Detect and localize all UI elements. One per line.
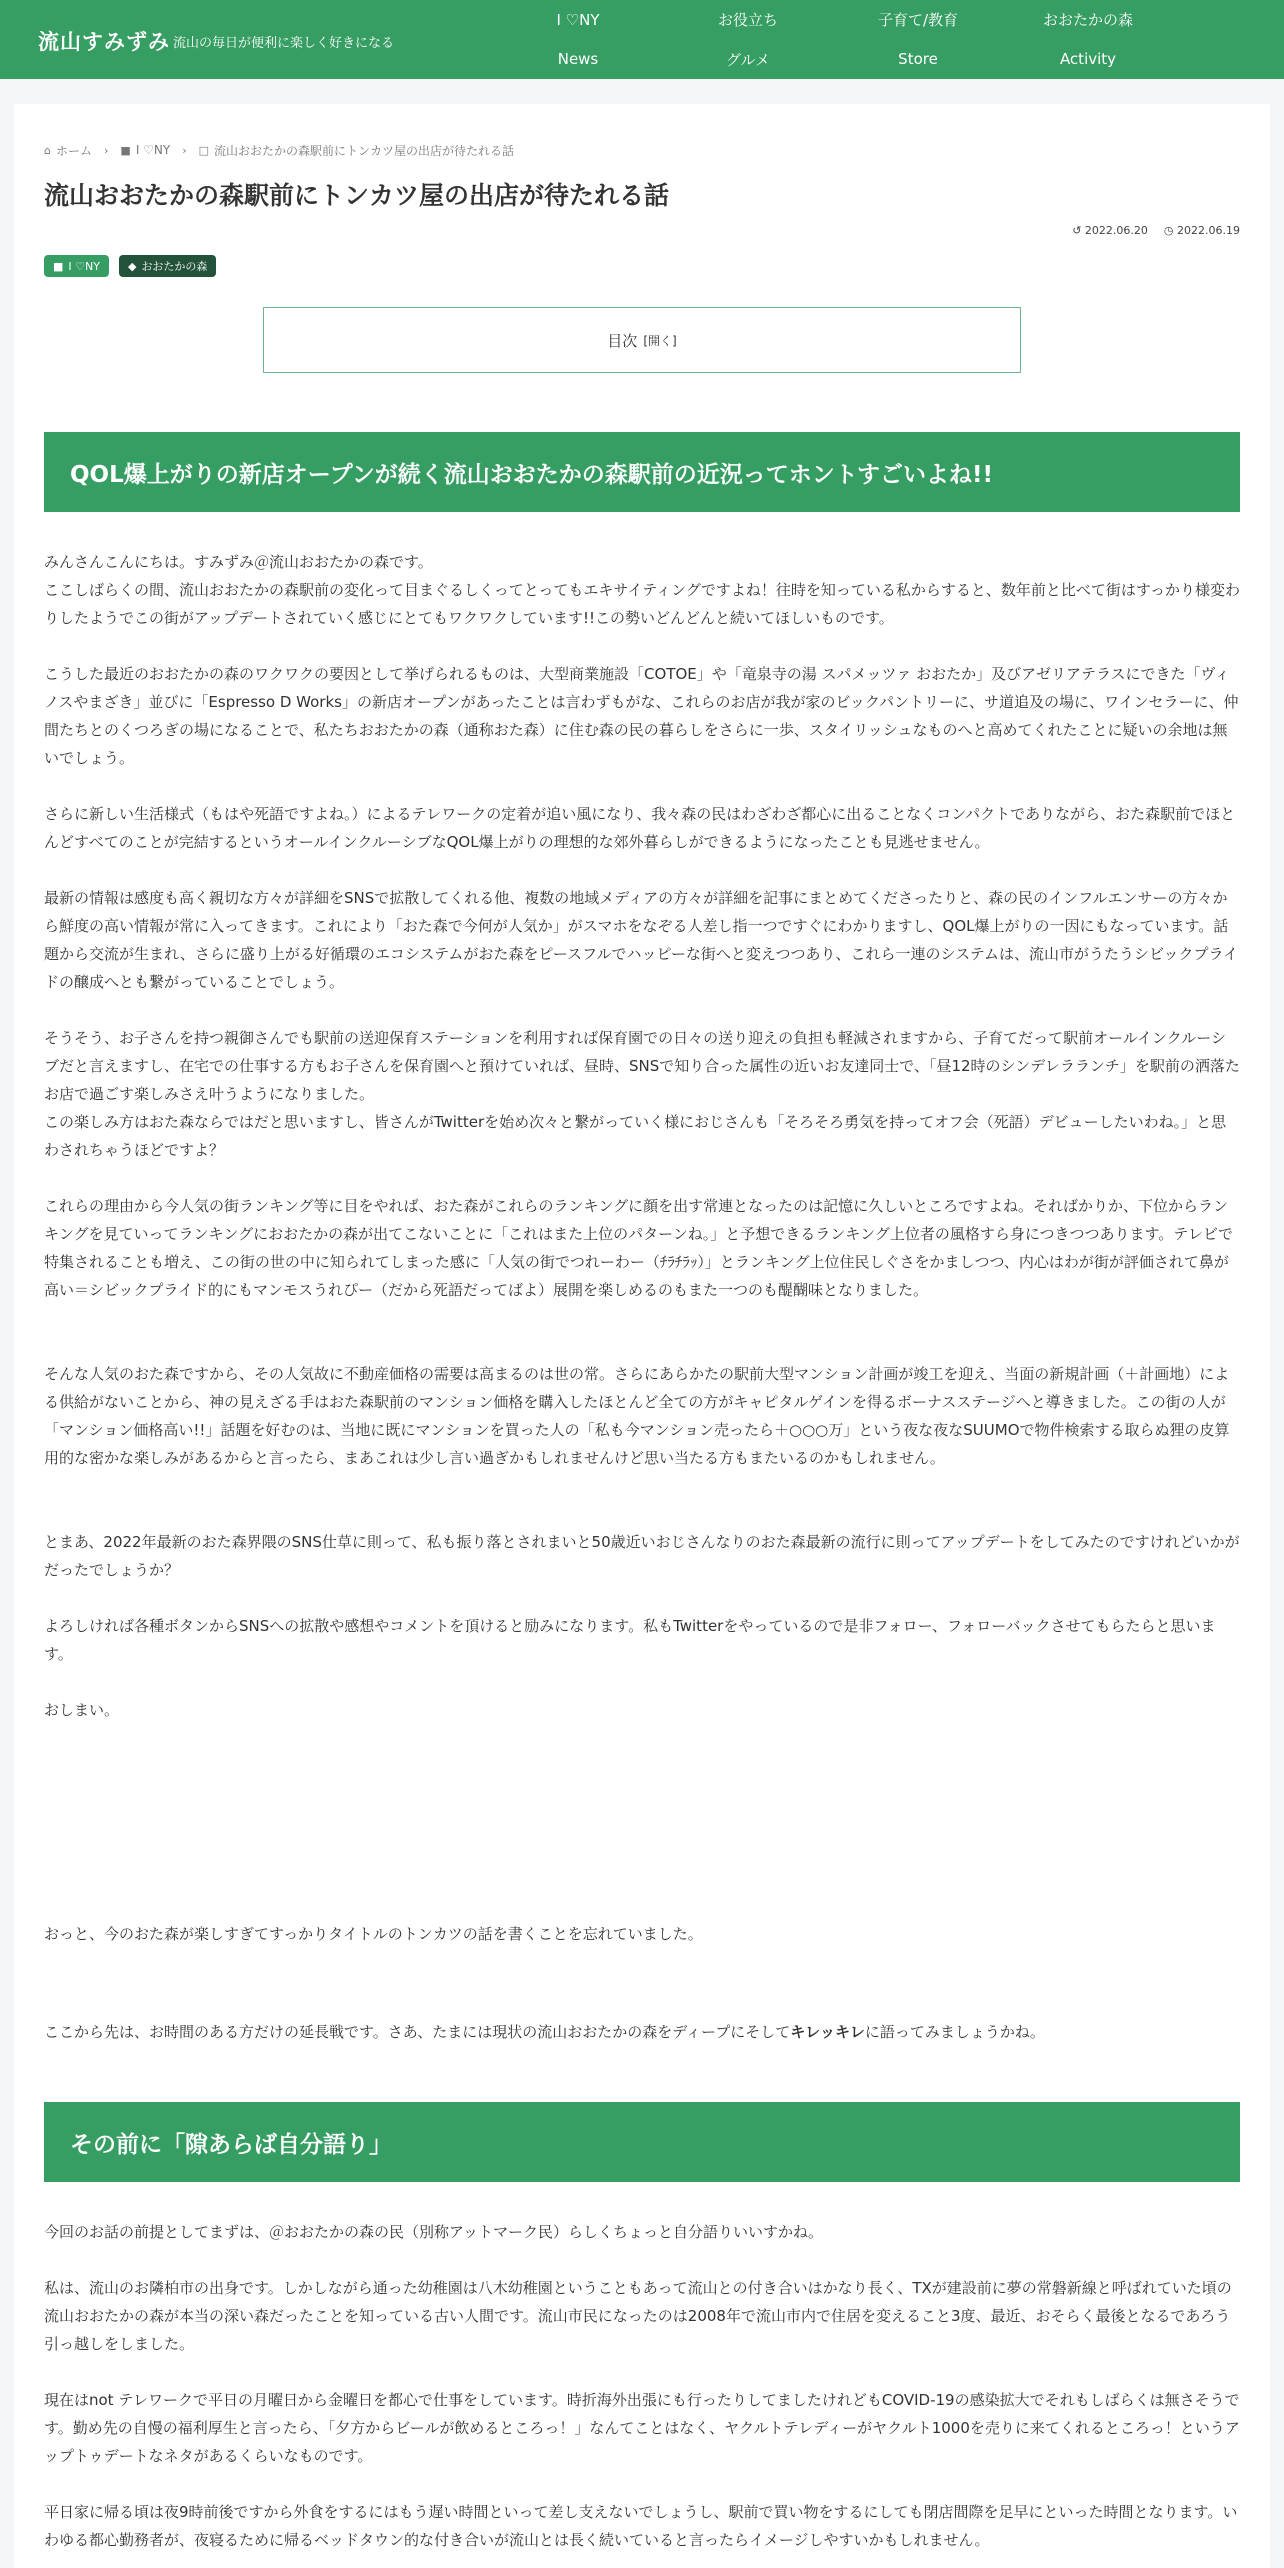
nav-item-activity[interactable]: Activity xyxy=(1059,50,1117,68)
nav-item-iloveny[interactable]: I ♡NY xyxy=(556,10,600,29)
nav-item-store[interactable]: Store xyxy=(898,50,938,68)
category-tags xyxy=(44,255,216,277)
emphasis-text: キレッキレ xyxy=(790,2023,865,2041)
site-header xyxy=(0,0,1284,79)
paragraph: ここから先は、お時間のある方だけの延長戦です。さあ、たまには現状の流山おおたかの森をディープにそしてキレッキレに語ってみましょうかね。 xyxy=(44,2023,1045,2041)
page-title: 流山おおたかの森駅前にトンカツ屋の出店が待たれる話 xyxy=(44,181,670,210)
nav-item-gourmet[interactable]: グルメ xyxy=(725,50,771,69)
main-card xyxy=(14,104,1270,2568)
nav-item-parenting[interactable]: 子育て/教育 xyxy=(877,11,959,29)
file-icon: □ xyxy=(198,143,210,157)
nav-item-useful[interactable]: お役立ち xyxy=(717,11,778,29)
breadcrumb-current: 流山おおたかの森駅前にトンカツ屋の出店が待たれる話 xyxy=(214,143,515,158)
paragraph: 平日家に帰る頃は夜9時前後ですから外食をするにはもう遅い時間といって差し支えないでしょうし、駅前で買い物をするにしても閉店間際を足早にといった時間となります。いわゆる都心勤務者が、夜寝るために帰るベッドタウン的な付き合いが流山とは長く続いていると言ったらイメージしやすいかもしれません。 xyxy=(44,2503,1238,2549)
paragraph: これらの理由から今人気の街ランキング等に目をやれば、おた森がこれらのランキングに顔を出す常連となったのは記憶に久しいところですよね。そればかりか、下位からランキングを見ていってランキングにおおたかの森が出てこないことに「これはまた上位のパターンね。」と予想できるランキング上位者の風格すら身につきつつあります。テレビで特集されることも増え、この街の世の中に知られてしまった感に「人気の街でつれーわー（ﾁﾗﾁﾗｯ）」とランキング上位住民しぐさをかましつつ、内心はわが街が評価されて鼻が高い＝シビックプライド的にもマンモスうれぴー（だから死語だってばよ）展開を楽しめるのもまた一つのも醍醐味となりました。 xyxy=(44,1197,1234,1299)
paragraph: そうそう、お子さんを持つ親御さんでも駅前の送迎保育ステーションを利用すれば保育園での日々の送り迎えの負担も軽減されますから、子育てだって駅前オールインクルーシブだと言えますし、在宅での仕事する方もお子さんを保育園へと預けていれば、昼時、SNSで知り合った属性の近いお友達同士で、「昼12時のシンデレラランチ」を駅前の洒落たお店で過ごす楽しみさえ叶うようになりました。 この楽しみ方はおた森ならではだと思いますし、皆さんがTwitterを始め次々と繋がっていく様におじさんも「そろそろ勇気を持ってオフ会（死語）デビューしたいわね。」と思わされちゃうほどですよ？ xyxy=(44,1029,1240,1159)
folder-icon: ■ xyxy=(120,143,131,157)
folder-icon: ■ xyxy=(53,259,64,273)
category-badge-iloveny[interactable]: ■ I ♡NY xyxy=(44,255,109,277)
paragraph: 現在はnot テレワークで平日の月曜日から金曜日を都心で仕事をしています。時折海外出張にも行ったりしてましたけれどもCOVID-19の感染拡大でそれもしばらくは無さそうです。勤め先の自慢の福利厚生と言ったら、「夕方からビールが飲めるところっ！」なんてことはなく、ヤクルトテレディーがヤクルト1000を売りに来てくれるところっ！というアップトゥデートなネタがあるくらいなものです。 xyxy=(44,2391,1240,2465)
section-heading-2: その前に「隙あらば自分語り」 xyxy=(44,2102,1240,2182)
history-icon: ↺ xyxy=(1072,224,1082,237)
toc-toggle[interactable]: [開く] xyxy=(643,333,677,348)
paragraph: さらに新しい生活様式（もはや死語ですよね。）によるテレワークの定着が追い風になり、我々森の民はわざわざ都心に出ることなくコンパクトでありながら、おた森駅前でほとんどすべてのことが完結するというオールインクルーシブなQOL爆上がりの理想的な郊外暮らしができるようになったことも見逃せません。 xyxy=(44,805,1236,851)
breadcrumb-category[interactable]: I ♡NY xyxy=(135,143,171,157)
table-of-contents xyxy=(263,307,1021,373)
paragraph: おっと、今のおた森が楽しすぎてすっかりタイトルのトンカツの話を書くことを忘れていました。 xyxy=(44,1925,703,1943)
nav-item-otakanomori[interactable]: おおたかの森 xyxy=(1042,11,1133,29)
toc-label: 目次 xyxy=(607,331,638,350)
breadcrumb xyxy=(44,140,514,160)
paragraph: とまあ、2022年最新のおた森界隈のSNS仕草に則って、私も振り落とされまいと50歳近いおじさんなりのおた森最新の流行に則ってアップデートをしてみたのですけれどいかがだったでしょうか？ xyxy=(44,1533,1240,1579)
paragraph: こうした最近のおおたかの森のワクワクの要因として挙げられるものは、大型商業施設「COTOE」や「竜泉寺の湯 スパメッツァ おおたか」及びアゼリアテラスにできた「ヴィノスやまざき」並びに「Espresso D Works」の新店オープンがあったことは言わずもがな、これらのお店が我が家のビックパントリーに、サ道追及の場に、ワインセラーに、仲間たちとのくつろぎの場になることで、私たちおおたかの森（通称おた森）に住む森の民の暮らしをさらに一歩、スタイリッシュなものへと高めてくれたことに疑いの余地は無いでしょう。 xyxy=(44,665,1239,767)
tag-badge-otakanomori[interactable]: ◆ おおたかの森 xyxy=(119,255,216,277)
clock-icon: ◷ xyxy=(1163,224,1174,237)
paragraph: よろしければ各種ボタンからSNSへの拡散や感想やコメントを頂けると励みになります。私もTwitterをやっているので是非フォロー、フォローバックさせてもらたらと思います。 xyxy=(44,1617,1216,1663)
global-nav xyxy=(493,0,1173,79)
chevron-right-icon: › xyxy=(104,143,109,157)
post-dates xyxy=(1072,224,1240,237)
paragraph: そんな人気のおた森ですから、その人気故に不動産価格の需要は高まるのは世の常。さらにあらかたの駅前大型マンション計画が竣工を迎え、当面の新規計画（＋計画地）による供給がないことから、神の見えざる手はおた森駅前のマンション価格を購入したほとんど全ての方がキャピタルゲインを得るボーナスステージへと導きました。この街の人が「マンション価格高い!!」話題を好むのは、当地に既にマンションを買った人の「私も今マンション売ったら＋○○○万」という夜な夜なSUUMOで物件検索する取らぬ狸の皮算用的な密かな楽しみがあるからと言ったら、まあこれは少し言い過ぎかもしれませんけど思い当たる方もまたいるのかもしれません。 xyxy=(44,1365,1230,1467)
paragraph: おしまい。 xyxy=(44,1701,120,1719)
paragraph: みんさんこんにちは。すみずみ＠流山おおたかの森です。 ここしばらくの間、流山おおたかの森駅前の変化って目まぐるしくってとってもエキサイティングですよね！往時を知っている私からすると、数年前と比べて街はすっかり様変わりしたようでこの街がアップデートされていく感じにとてもワクワクしています!!この勢いどんどんと続いてほしいものです。 xyxy=(44,553,1240,627)
paragraph: 最新の情報は感度も高く親切な方々が詳細をSNSで拡散してくれる他、複数の地域メディアの方々が詳細を記事にまとめてくださったりと、森の民のインフルエンサーの方々から鮮度の高い情報が常に入ってきます。これにより「おた森で今何が人気か」がスマホをなぞる人差し指一つですぐにわかりますし、QOL爆上がりの一因にもなっています。話題から交流が生まれ、さらに盛り上がる好循環のエコシステムがおた森をピースフルでハッピーな街へと変えつつあり、これら一連のシステムは、流山市がうたうシビックプライドの醸成へとも繋がっていることでしょう。 xyxy=(44,889,1239,991)
paragraph: 私は、流山のお隣柏市の出身です。しかしながら通った幼稚園は八木幼稚園ということもあって流山との付き合いはかなり長く、TXが建設前に夢の常磐新線と呼ばれていた頃の流山おおたかの森が本当の深い森だったことを知っている古い人間です。流山市民になったのは2008年で流山市内で住居を変えること3度、最近、おそらく最後となるであろう引っ越しをしました。 xyxy=(44,2279,1232,2353)
breadcrumb-home[interactable]: ホーム xyxy=(55,143,92,158)
home-icon: ⌂ xyxy=(44,143,51,157)
updated-date: ↺ 2022.06.20 xyxy=(1072,224,1148,237)
nav-item-news[interactable]: News xyxy=(557,50,599,68)
tag-icon: ◆ xyxy=(127,259,137,273)
section-heading-1: QOL爆上がりの新店オープンが続く流山おおたかの森駅前の近況ってホントすごいよね!! xyxy=(44,432,1240,512)
published-date: ◷ 2022.06.19 xyxy=(1163,224,1240,237)
site-tagline: 流山の毎日が便利に楽しく好きになる xyxy=(173,36,395,51)
paragraph: 今回のお話の前提としてまずは、＠おおたかの森の民（別称アットマーク民）らしくちょっと自分語りいいすかね。 xyxy=(44,2223,823,2241)
site-title[interactable]: 流山すみずみ xyxy=(38,30,170,54)
chevron-right-icon: › xyxy=(182,143,187,157)
